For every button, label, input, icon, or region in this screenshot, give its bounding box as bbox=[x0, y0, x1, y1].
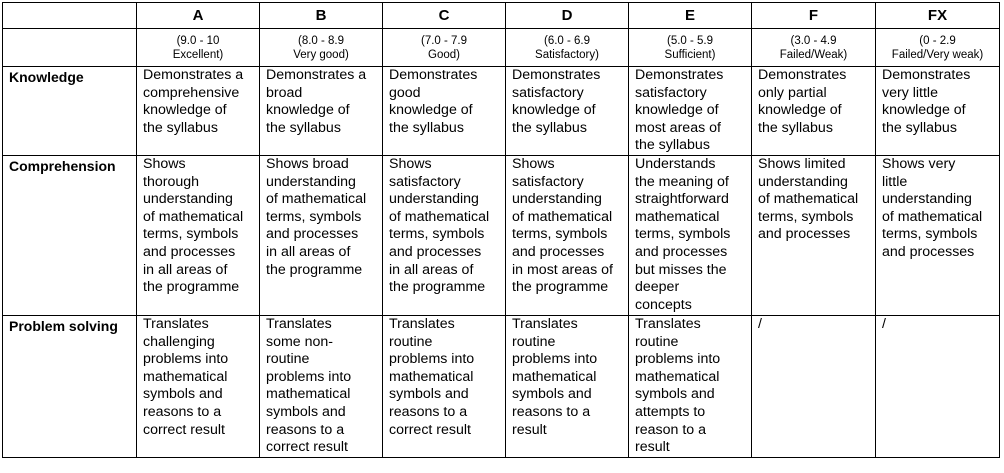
descriptor-line: problems into bbox=[389, 351, 475, 368]
descriptor-line: satisfactory bbox=[635, 84, 707, 101]
criterion-row-knowledge bbox=[3, 67, 1000, 156]
descriptor-line: Demonstrates a bbox=[143, 67, 244, 83]
descriptor-cell bbox=[383, 67, 506, 156]
grade-header-b: B bbox=[260, 3, 383, 29]
descriptor-line: challenging bbox=[143, 333, 215, 350]
descriptor-line: the programme bbox=[143, 279, 240, 296]
descriptor-line: in all areas of bbox=[266, 243, 351, 260]
range-line: Good) bbox=[428, 49, 460, 61]
descriptor-line: routine bbox=[635, 333, 679, 350]
descriptor-line: reasons to a bbox=[389, 403, 468, 420]
descriptor-line: knowledge of bbox=[635, 102, 719, 119]
descriptor-line: satisfactory bbox=[389, 173, 461, 190]
descriptor-cell bbox=[260, 67, 383, 156]
row-label-problem-solving: Problem solving bbox=[3, 315, 137, 457]
range-line: (9.0 - 10 bbox=[176, 35, 220, 47]
descriptor-line: very little bbox=[882, 84, 938, 101]
range-line: Sufficient) bbox=[664, 49, 716, 61]
descriptor-line: knowledge of bbox=[882, 102, 966, 119]
descriptor-cell bbox=[752, 315, 876, 457]
range-line: (7.0 - 7.9 bbox=[420, 35, 468, 47]
descriptor-line: correct result bbox=[266, 439, 348, 456]
range-line: Failed/Weak) bbox=[779, 49, 848, 61]
descriptor-line: reason to a bbox=[635, 421, 706, 438]
descriptor-line: Shows broad bbox=[266, 155, 349, 172]
descriptor-line: terms, symbols bbox=[758, 208, 854, 225]
descriptor-line: Translates bbox=[143, 315, 209, 332]
descriptor-line: Translates bbox=[512, 315, 578, 332]
descriptor-line: knowledge of bbox=[758, 102, 842, 119]
descriptor-line: the syllabus bbox=[266, 119, 341, 136]
grade-header-e: E bbox=[629, 3, 752, 29]
descriptor-line: reasons to a bbox=[143, 403, 222, 420]
descriptor-cell bbox=[383, 315, 506, 457]
criterion-row-comprehension bbox=[3, 155, 1000, 315]
descriptor-line: terms, symbols bbox=[143, 226, 239, 243]
descriptor-cell bbox=[137, 315, 260, 457]
descriptor-line: Translates bbox=[389, 315, 455, 332]
range-line: (6.0 - 6.9 bbox=[543, 35, 591, 47]
descriptor-cell bbox=[876, 67, 1000, 156]
range-line: (5.0 - 5.9 bbox=[666, 35, 714, 47]
descriptor-line: of mathematical bbox=[758, 191, 859, 208]
descriptor-line: problems into bbox=[266, 368, 352, 385]
grade-header-a: A bbox=[137, 3, 260, 29]
descriptor-line: and processes bbox=[512, 243, 605, 260]
descriptor-line: Demonstrates bbox=[758, 67, 847, 83]
range-line: (0 - 2.9 bbox=[919, 35, 956, 47]
descriptor-line: the syllabus bbox=[882, 119, 957, 136]
descriptor-cell bbox=[383, 155, 506, 315]
grade-header-row bbox=[3, 3, 1000, 29]
descriptor-line: reasons to a bbox=[512, 403, 591, 420]
descriptor-line: / bbox=[758, 315, 762, 332]
descriptor-cell bbox=[876, 155, 1000, 315]
descriptor-line: mathematical bbox=[389, 368, 474, 385]
descriptor-line: understanding bbox=[389, 191, 479, 208]
descriptor-line: understanding bbox=[143, 191, 233, 208]
descriptor-line: problems into bbox=[635, 351, 721, 368]
range-line: Failed/Very weak) bbox=[891, 49, 984, 61]
descriptor-line: of mathematical bbox=[143, 208, 244, 225]
row-label-comprehension: Comprehension bbox=[3, 155, 137, 315]
descriptor-cell bbox=[260, 315, 383, 457]
descriptor-line: and processes bbox=[143, 243, 236, 260]
descriptor-line: the syllabus bbox=[758, 119, 833, 136]
descriptor-line: but misses the bbox=[635, 261, 727, 278]
descriptor-line: Shows bbox=[143, 155, 186, 172]
descriptor-line: of mathematical bbox=[266, 191, 367, 208]
descriptor-line: of mathematical bbox=[389, 208, 490, 225]
descriptor-line: Understands bbox=[635, 155, 716, 172]
descriptor-line: knowledge of bbox=[266, 102, 350, 119]
row-label-knowledge: Knowledge bbox=[3, 67, 137, 156]
descriptor-line: routine bbox=[266, 351, 310, 368]
descriptor-line: result bbox=[512, 421, 547, 438]
descriptor-line: and processes bbox=[882, 243, 975, 260]
descriptor-line: mathematical bbox=[635, 368, 720, 385]
score-range-row bbox=[3, 29, 1000, 67]
descriptor-cell bbox=[629, 315, 752, 457]
descriptor-line: and processes bbox=[266, 226, 359, 243]
grade-header-c: C bbox=[383, 3, 506, 29]
descriptor-cell bbox=[137, 155, 260, 315]
descriptor-line: good bbox=[389, 84, 421, 101]
descriptor-line: in all areas of bbox=[143, 261, 228, 278]
descriptor-line: and processes bbox=[758, 226, 851, 243]
descriptor-line: in all areas of bbox=[389, 261, 474, 278]
range-cell-b bbox=[260, 29, 383, 67]
descriptor-line: symbols and bbox=[266, 403, 346, 420]
descriptor-line: some non- bbox=[266, 333, 334, 350]
range-line: (8.0 - 8.9 bbox=[297, 35, 345, 47]
range-cell-fx bbox=[876, 29, 1000, 67]
descriptor-line: Demonstrates bbox=[882, 67, 971, 83]
grade-header-f: F bbox=[752, 3, 876, 29]
descriptor-line: the programme bbox=[389, 279, 486, 296]
descriptor-line: little bbox=[882, 173, 908, 190]
range-cell-a bbox=[137, 29, 260, 67]
descriptor-cell bbox=[752, 67, 876, 156]
descriptor-line: and processes bbox=[389, 243, 482, 260]
criterion-row-problem-solving bbox=[3, 315, 1000, 457]
descriptor-line: result bbox=[635, 439, 670, 456]
descriptor-line: the meaning of bbox=[635, 173, 729, 190]
descriptor-line: satisfactory bbox=[512, 173, 584, 190]
range-cell-c bbox=[383, 29, 506, 67]
range-cell-d bbox=[506, 29, 629, 67]
descriptor-cell bbox=[137, 67, 260, 156]
descriptor-line: in most areas of bbox=[512, 261, 613, 278]
descriptor-line: comprehensive bbox=[143, 84, 240, 101]
descriptor-line: terms, symbols bbox=[389, 226, 485, 243]
descriptor-line: satisfactory bbox=[512, 84, 584, 101]
range-line: Excellent) bbox=[172, 49, 224, 61]
descriptor-line: the syllabus bbox=[143, 119, 218, 136]
range-cell-f bbox=[752, 29, 876, 67]
descriptor-line: reasons to a bbox=[266, 421, 345, 438]
corner-cell bbox=[3, 3, 137, 29]
descriptor-line: terms, symbols bbox=[266, 208, 362, 225]
descriptor-line: Translates bbox=[635, 315, 701, 332]
descriptor-line: knowledge of bbox=[512, 102, 596, 119]
descriptor-cell bbox=[260, 155, 383, 315]
range-cell-e bbox=[629, 29, 752, 67]
descriptor-line: deeper bbox=[635, 279, 680, 296]
descriptor-line: symbols and bbox=[389, 386, 469, 403]
descriptor-cell bbox=[506, 155, 629, 315]
descriptor-line: thorough bbox=[143, 173, 200, 190]
descriptor-line: Shows very bbox=[882, 155, 956, 172]
descriptor-line: concepts bbox=[635, 296, 692, 313]
descriptor-line: of mathematical bbox=[512, 208, 613, 225]
descriptor-line: terms, symbols bbox=[635, 226, 731, 243]
descriptor-line: most areas of bbox=[635, 119, 721, 136]
descriptor-line: symbols and bbox=[512, 386, 592, 403]
descriptor-line: problems into bbox=[143, 351, 229, 368]
descriptor-line: / bbox=[882, 315, 886, 332]
descriptor-line: terms, symbols bbox=[512, 226, 608, 243]
range-corner-cell bbox=[3, 29, 137, 67]
descriptor-line: Demonstrates bbox=[635, 67, 724, 83]
range-line: Satisfactory) bbox=[535, 49, 599, 61]
descriptor-line: the programme bbox=[266, 261, 363, 278]
grade-header-d: D bbox=[506, 3, 629, 29]
descriptor-line: knowledge of bbox=[389, 102, 473, 119]
descriptor-line: problems into bbox=[512, 351, 598, 368]
descriptor-line: the programme bbox=[512, 279, 609, 296]
descriptor-line: attempts to bbox=[635, 403, 706, 420]
grade-header-fx: FX bbox=[876, 3, 1000, 29]
descriptor-line: mathematical bbox=[512, 368, 597, 385]
grading-rubric-table bbox=[2, 2, 1000, 458]
descriptor-line: correct result bbox=[389, 421, 471, 438]
descriptor-line: correct result bbox=[143, 421, 225, 438]
descriptor-cell bbox=[752, 155, 876, 315]
descriptor-line: understanding bbox=[882, 191, 972, 208]
descriptor-line: understanding bbox=[758, 173, 848, 190]
descriptor-line: of mathematical bbox=[882, 208, 983, 225]
descriptor-line: routine bbox=[389, 333, 433, 350]
descriptor-line: the syllabus bbox=[512, 119, 587, 136]
descriptor-cell bbox=[506, 315, 629, 457]
descriptor-cell bbox=[876, 315, 1000, 457]
descriptor-line: only partial bbox=[758, 84, 827, 101]
descriptor-line: the syllabus bbox=[635, 137, 710, 154]
descriptor-line: terms, symbols bbox=[882, 226, 978, 243]
descriptor-cell bbox=[629, 67, 752, 156]
range-line: Very good) bbox=[293, 49, 349, 61]
descriptor-line: knowledge of bbox=[143, 102, 227, 119]
descriptor-line: Shows limited bbox=[758, 155, 846, 172]
descriptor-line: mathematical bbox=[266, 386, 351, 403]
descriptor-line: mathematical bbox=[143, 368, 228, 385]
descriptor-line: understanding bbox=[266, 173, 356, 190]
descriptor-cell bbox=[506, 67, 629, 156]
descriptor-line: symbols and bbox=[635, 386, 715, 403]
descriptor-line: understanding bbox=[512, 191, 602, 208]
descriptor-line: mathematical bbox=[635, 208, 720, 225]
descriptor-line: broad bbox=[266, 84, 303, 101]
descriptor-cell bbox=[629, 155, 752, 315]
descriptor-line: Shows bbox=[512, 155, 555, 172]
range-line: (3.0 - 4.9 bbox=[790, 35, 837, 47]
descriptor-line: Demonstrates bbox=[389, 67, 478, 83]
descriptor-line: the syllabus bbox=[389, 119, 464, 136]
descriptor-line: straightforward bbox=[635, 191, 729, 208]
descriptor-line: Translates bbox=[266, 315, 332, 332]
descriptor-line: Shows bbox=[389, 155, 432, 172]
descriptor-line: and processes bbox=[635, 243, 728, 260]
descriptor-line: Demonstrates a bbox=[266, 67, 367, 83]
descriptor-line: symbols and bbox=[143, 386, 223, 403]
descriptor-line: Demonstrates bbox=[512, 67, 601, 83]
descriptor-line: routine bbox=[512, 333, 556, 350]
